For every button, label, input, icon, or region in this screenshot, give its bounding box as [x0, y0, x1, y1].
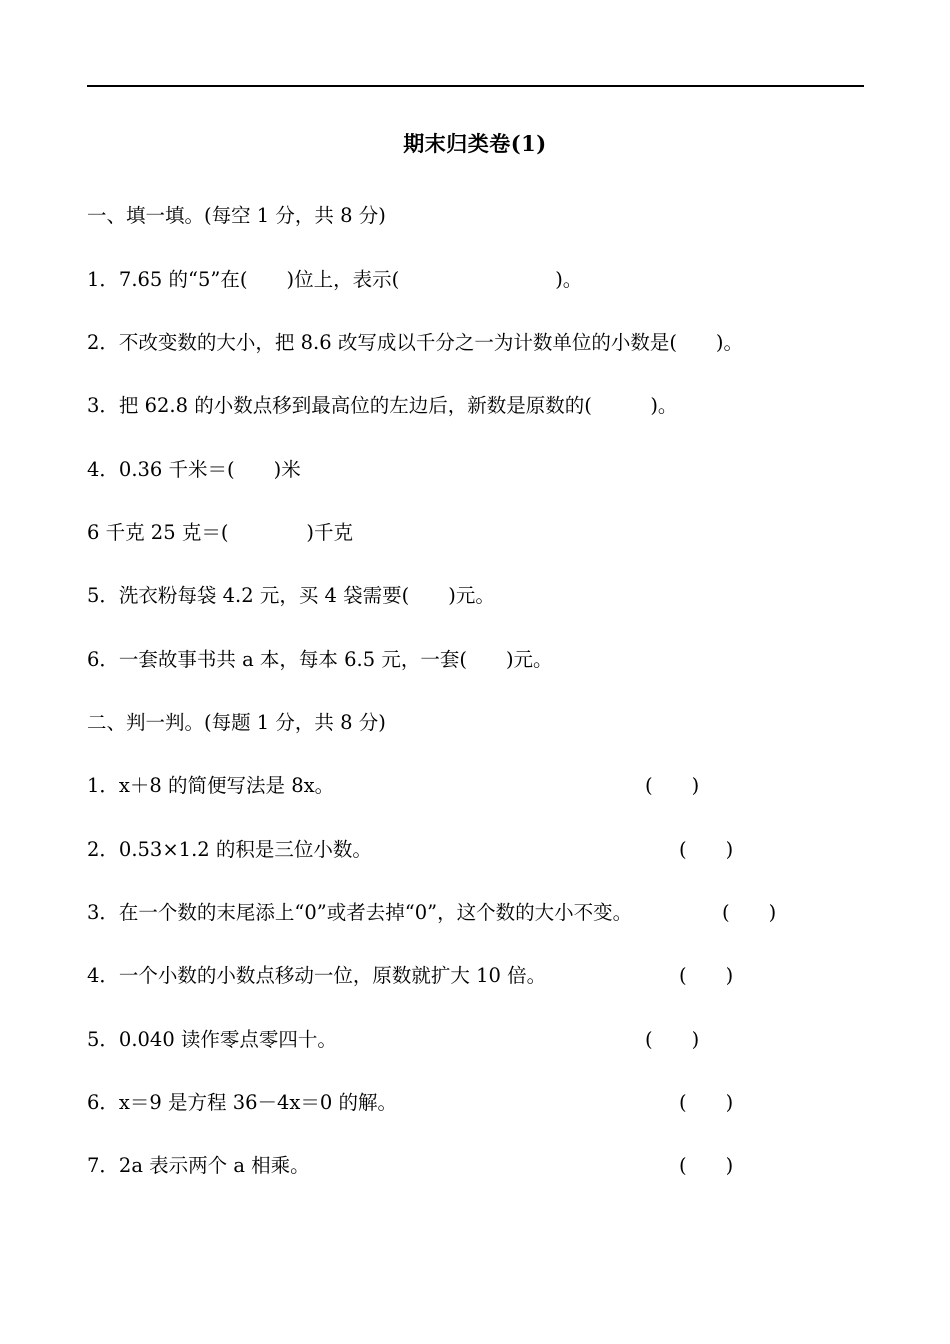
fill-item-1: 1．7.65 的“5”在( )位上，表示( )。 — [87, 268, 583, 291]
judge-item-2: 2．0.53×1.2 的积是三位小数。 — [87, 838, 372, 861]
judge-answer-2[interactable]: ( ) — [679, 838, 734, 861]
header-rule — [87, 85, 864, 87]
judge-item-7: 7．2a 表示两个 a 相乘。 — [87, 1154, 310, 1177]
judge-answer-7[interactable]: ( ) — [679, 1154, 734, 1177]
section-1-heading: 一、填一填。(每空 1 分，共 8 分) — [87, 204, 386, 227]
judge-item-6: 6．x＝9 是方程 36－4x＝0 的解。 — [87, 1091, 398, 1114]
judge-answer-4[interactable]: ( ) — [679, 964, 734, 987]
fill-item-2: 2．不改变数的大小，把 8.6 改写成以千分之一为计数单位的小数是( )。 — [87, 331, 744, 354]
fill-item-4: 4．0.36 千米＝( )米 — [87, 458, 301, 481]
judge-answer-5[interactable]: ( ) — [645, 1028, 700, 1051]
fill-item-6: 6．一套故事书共 a 本，每本 6.5 元，一套( )元。 — [87, 648, 553, 671]
page-title: 期末归类卷(1) — [403, 131, 547, 156]
fill-item-5: 5．洗衣粉每袋 4.2 元，买 4 袋需要( )元。 — [87, 584, 495, 607]
judge-item-5: 5．0.040 读作零点零四十。 — [87, 1028, 337, 1051]
judge-item-4: 4．一个小数的小数点移动一位，原数就扩大 10 倍。 — [87, 964, 547, 987]
fill-item-4b: 6 千克 25 克＝( )千克 — [87, 521, 354, 544]
judge-answer-3[interactable]: ( ) — [722, 901, 777, 924]
judge-item-1: 1．x＋8 的简便写法是 8x。 — [87, 774, 335, 797]
judge-answer-6[interactable]: ( ) — [679, 1091, 734, 1114]
fill-item-3: 3．把 62.8 的小数点移到最高位的左边后，新数是原数的( )。 — [87, 394, 678, 417]
judge-answer-1[interactable]: ( ) — [645, 774, 700, 797]
judge-item-3: 3．在一个数的末尾添上“0”或者去掉“0”，这个数的大小不变。 — [87, 901, 633, 924]
section-2-heading: 二、判一判。(每题 1 分，共 8 分) — [87, 711, 386, 734]
